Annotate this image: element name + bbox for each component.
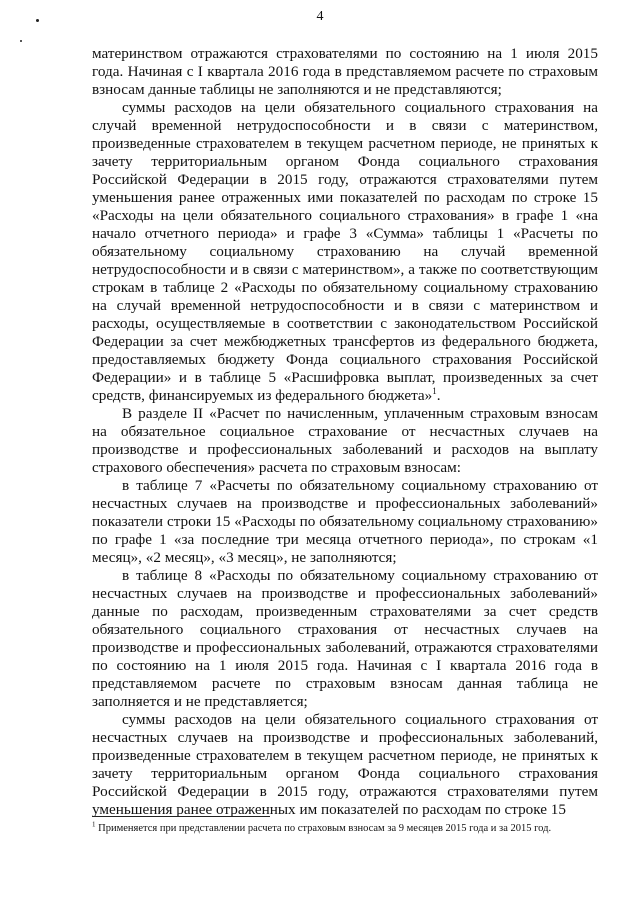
paragraph: материнством отражаются страхователями по состоянию на 1 июля 2015 года. Начиная с I квартала 2016 года в представляемом расчете по страховым взносам данные таблицы не заполняются и не представляются; <box>92 45 598 98</box>
paragraph <box>92 99 598 405</box>
footnote-reference[interactable]: 1 <box>432 385 437 396</box>
scan-speck <box>20 40 22 42</box>
footnote <box>92 822 598 835</box>
page-number: 4 <box>316 9 324 24</box>
body-text <box>92 45 598 819</box>
paragraph: в таблице 7 «Расчеты по обязательному социальному страхованию от несчастных случаев на производстве и профессиональных заболеваний» показатели строки 15 «Расходы по обязательному социальному страхованию» по графе 1 «за последние три месяца отчетного периода», по строкам «1 месяц», «2 месяц», «3 месяц», не заполняются; <box>92 477 598 566</box>
footnote-separator <box>92 816 270 817</box>
paragraph-end-punctuation: . <box>436 387 441 404</box>
paragraph: в таблице 8 «Расходы по обязательному социальному страхованию от несчастных случаев на производстве и профессиональных заболеваний» данные по расходам, произведенным страхователями за счет средств обязательного социального страхования от несчастных случаев на производстве и профессиональных заболеваний, отражаются страхователями по состоянию на 1 июля 2015 года. Начиная с I квартала 2016 года в представляемом расчете по страховым взносам данная таблица не заполняется и не представляется; <box>92 567 598 710</box>
paragraph-text: суммы расходов на цели обязательного социального страхования на случай временной нетрудоспособности и в связи с материнством, произведенные страхователем в текущем расчетном периоде, не принятых к зачету территориальным органом Фонда социального страхования Российской Федерации в 2015 году, отражаются страхователями путем уменьшения ранее отраженных ими показателей по расходам по строке 15 «Расходы на цели обязательного социального страхования» в графе 1 «на начало отчетного периода» и графе 3 «Сумма» таблицы 1 «Расчеты по обязательному социальному страхованию на случай временной нетрудоспособности и в связи с материнством», а также по соответствующим строкам в таблице 2 «Расходы по обязательному социальному страхованию на случай временной нетрудоспособности и в связи с материнством и расходы, осуществляемые в соответствии с законодательством Российской Федерации за счет межбюджетных трансфертов из федерального бюджета, предоставляемых бюджету Фонда социального страхования Российской Федерации» и в таблице 5 «Расшифровка выплат, произведенных за счет средств, финансируемых из федерального бюджета» <box>92 99 598 404</box>
footnote-text: Применяется при представлении расчета по страховым взносам за 9 месяцев 2015 года и за 2015 год. <box>95 823 552 834</box>
footnote-marker: 1 <box>92 820 96 829</box>
paragraph: суммы расходов на цели обязательного социального страхования от несчастных случаев на производстве и профессиональных заболеваний, произведенные страхователем в текущем расчетном периоде, не принятых к зачету территориальным органом Фонда социального страхования Российской Федерации в 2015 году, отражаются страхователями путем уменьшения ранее отраженных им показателей по расходам по строке 15 <box>92 711 598 818</box>
paragraph: В разделе II «Расчет по начисленным, уплаченным страховым взносам на обязательное социальное страхование от несчастных случаев на производстве и профессиональных заболеваний и расходов на выплату страхового обеспечения» расчета по страховым взносам: <box>92 405 598 476</box>
